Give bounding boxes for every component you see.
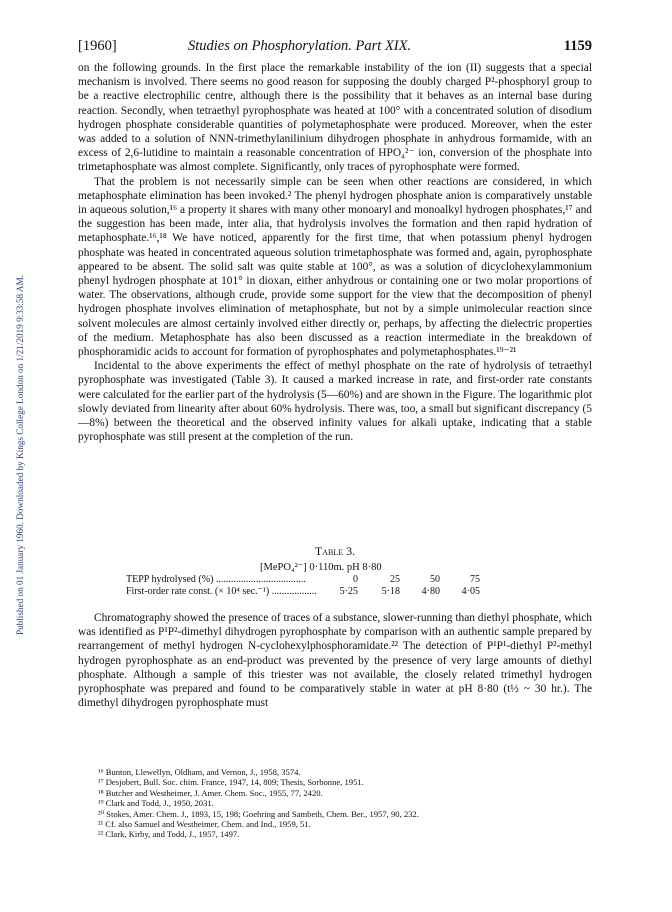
table-condition: [MePO₄²⁻] 0·110m. pH 8·80 bbox=[260, 562, 382, 573]
footnote: ¹⁶ Bunton, Llewellyn, Oldham, and Vernon, J., 1958, 3574. bbox=[98, 767, 301, 777]
table-cell: 50 bbox=[430, 574, 440, 585]
paragraph: That the problem is not necessarily simple can be seen when other reactions are considered, in which metaphosphate elimination has been invoked.² The phenyl hydrogen phosphate anion is comparatively unstable in aqueous solution,¹⁶ a property it shares with many other monoaryl and monoalkyl hydrogen phosphates,¹⁷ and the suggestion has been made, inter alia, that hydrolysis involves the formation and then rapid hydration of metaphosphate.¹⁶,¹⁸ We have noticed, apparently for the first time, that when potassium phenyl hydrogen phosphate was heated in concentrated aqueous solution trimetaphosphate was formed and, again, pyrophosphate appeared to be absent. The solid salt was quite stable at 100°, as was a solution of dicyclohexylammonium phenyl hydrogen phosphate at 101° in dioxan, either anhydrous or containing one or two molar proportions of water. The observations, although crude, provide some support for the view that the decomposition of phenyl hydrogen phosphate involves elimination of metaphosphate, but not by a simple unimolecular reaction since solvent molecules are almost certainly involved either directly or, perhaps, by affecting the dielectric properties of the medium. Metaphosphate has also been discussed as a reaction intermediate in the breakdown of phosphoramidic acids to account for formation of pyrophosphates and polymetaphosphates.¹⁹⁻²¹ bbox=[78, 175, 592, 359]
paragraph: Chromatography showed the presence of traces of a substance, slower-running than diethyl phosphate, which was identified as P¹P²-dimethyl dihydrogen pyrophosphate by comparison with an authentic sample prepared by rearrangement of methyl hydrogen N-cyclohexylphosphoramidate.²² The detection of P¹P¹-diethyl P²-methyl hydrogen pyrophosphate as an end-product was prevented by the presence of very large amounts of diethyl phosphate. Although a sample of this triester was not available, the closely related trimethyl hydrogen pyrophosphate was prepared and found to be comparatively stable in water at pH 8·80 (t½ ~ 30 hr.). The dimethyl dihydrogen pyrophosphate must bbox=[78, 612, 592, 710]
table-row bbox=[78, 574, 592, 586]
footnote: ¹⁹ Clark and Todd, J., 1950, 2031. bbox=[98, 798, 214, 809]
table-cell: 4·80 bbox=[421, 586, 440, 597]
table-3 bbox=[78, 544, 592, 598]
row-label: TEPP hydrolysed (%) .................................... bbox=[126, 574, 306, 585]
footnotes bbox=[98, 767, 598, 840]
paragraph: on the following grounds. In the first place the remarkable instability of the ion (II) suggests that a special mechanism is involved. There seems no good reason for supposing the doubly charged P²-phosphoryl group to be a reactive electrophilic centre, although there is the possibility that it behaves as an internal base during reaction. Secondly, when tetraethyl pyrophosphate was heated at 100° with a concentrated solution of disodium hydrogen phosphate considerable quantities of polymetaphosphate were produced. Moreover, when the ester was added to a solution of NNN-trimethylanilinium dihydrogen phosphate in anhydrous formamide, with an excess of 2,6-lutidine to maintain a reasonable concentration of HPO₄²⁻ ion, conversion of the phosphate into trimetaphosphate was almost complete. Significantly, only traces of pyrophosphate were formed. bbox=[78, 62, 592, 174]
header-year: [1960] bbox=[78, 38, 117, 54]
paragraph: Incidental to the above experiments the effect of methyl phosphate on the rate of hydrolysis of tetraethyl pyrophosphate was investigated (Table 3). It caused a marked increase in rate, and first-order rate constants were calculated for the earlier part of the hydrolysis (5—60%) and are shown in the Figure. The logarithmic plot slowly deviated from linearity after about 60% hydrolysis. There was, too, a small but significant discrepancy (5—8%) between the theoretical and the observed infinity values for alkali uptake, indicating that a stable pyrophosphate was still present at the completion of the run. bbox=[78, 360, 592, 444]
download-watermark: Published on 01 January 1960. Downloaded by Kings College London on 1/21/2019 9:33:58 AM. bbox=[15, 274, 25, 636]
footnote: ¹⁷ Desjobert, Bull. Soc. chim. France, 1947, 14, 809; Thesis, Sorbonne, 1951. bbox=[98, 777, 364, 788]
footnote: ²² Clark, Kirby, and Todd, J., 1957, 1497. bbox=[98, 829, 240, 840]
row-label: First-order rate const. (× 10⁴ sec.⁻¹) .................. bbox=[126, 586, 317, 597]
header-title: Studies on Phosphorylation. Part XIX. bbox=[188, 38, 412, 54]
table-title: Table 3. bbox=[314, 544, 356, 558]
table-cell: 25 bbox=[390, 574, 400, 585]
table-cell: 4·05 bbox=[461, 586, 480, 597]
page-number: 1159 bbox=[563, 38, 592, 54]
footnote: ¹⁸ Butcher and Westheimer, J. Amer. Chem. Soc., 1955, 77, 2420. bbox=[98, 787, 323, 798]
main-text bbox=[78, 61, 592, 444]
footnote: ²⁰ Stokes, Amer. Chem. J., 1893, 15, 198; Goehring and Sambeth, Chem. Ber., 1957, 90, 232. bbox=[98, 808, 419, 819]
table-cell: 5·25 bbox=[339, 586, 358, 597]
running-header bbox=[78, 38, 592, 56]
table-cell: 75 bbox=[470, 574, 480, 585]
main-text-continued bbox=[78, 611, 592, 710]
table-cell: 5·18 bbox=[381, 586, 400, 597]
table-row bbox=[78, 586, 592, 598]
table-cell: 0 bbox=[353, 574, 358, 585]
footnote: ²¹ Cf. also Samuel and Westheimer, Chem. and Ind., 1959, 51. bbox=[98, 819, 311, 830]
